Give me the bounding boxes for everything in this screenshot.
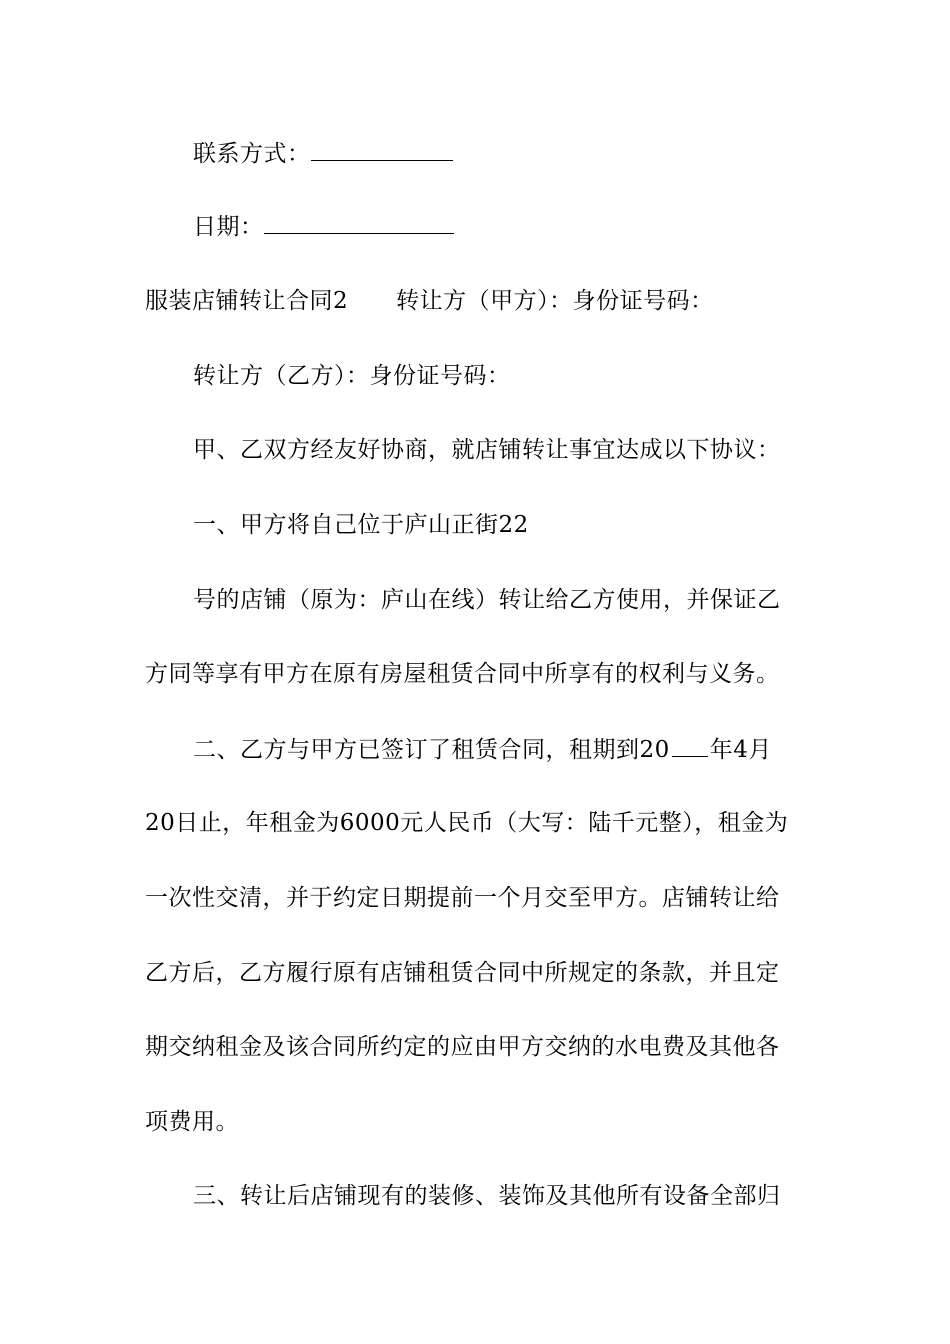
clause2-line1-part-a: 二、乙方与甲方已签订了租赁合同，租期到20 (193, 737, 670, 763)
party-b-line: 转让方（乙方）：身份证号码： (193, 363, 511, 389)
contact-line (193, 138, 805, 169)
clause2-line1 (193, 734, 805, 765)
party-a-line: 转让方（甲方）：身份证号码： (396, 288, 714, 314)
title-line (145, 286, 805, 316)
clause3-line1: 三、转让后店铺现有的装修、装饰及其他所有设备全部归 (193, 1183, 781, 1209)
date-label: 日期： (193, 214, 264, 240)
clause1-line3: 方同等享有甲方在原有房屋租赁合同中所享有的权利与义务。 (145, 661, 780, 687)
clause2-line3: 一次性交清，并于约定日期提前一个月交至甲方。店铺转让给 (145, 885, 780, 911)
clause1-line1: 一、甲方将自己位于庐山正街22 (193, 512, 529, 538)
year-blank (672, 734, 708, 757)
clause2-line2: 20日止，年租金为6000元人民币（大写：陆千元整），租金为 (145, 810, 789, 836)
clause2-line4: 乙方后，乙方履行原有店铺租赁合同中所规定的条款，并且定 (145, 960, 780, 986)
clause1-line2: 号的店铺（原为：庐山在线）转让给乙方使用，并保证乙 (193, 587, 781, 613)
contract-title: 服装店铺转让合同2 (145, 288, 349, 314)
intro-line: 甲、乙双方经友好协商，就店铺转让事宜达成以下协议： (193, 437, 781, 463)
clause2-line6: 项费用。 (145, 1109, 239, 1135)
contact-blank (311, 138, 453, 161)
clause2-line1-part-b: 年4月 (709, 737, 772, 763)
date-blank (264, 211, 454, 234)
contact-label: 联系方式： (193, 141, 311, 167)
date-line (193, 211, 805, 242)
clause2-line5: 期交纳租金及该合同所约定的应由甲方交纳的水电费及其他各 (145, 1034, 780, 1060)
